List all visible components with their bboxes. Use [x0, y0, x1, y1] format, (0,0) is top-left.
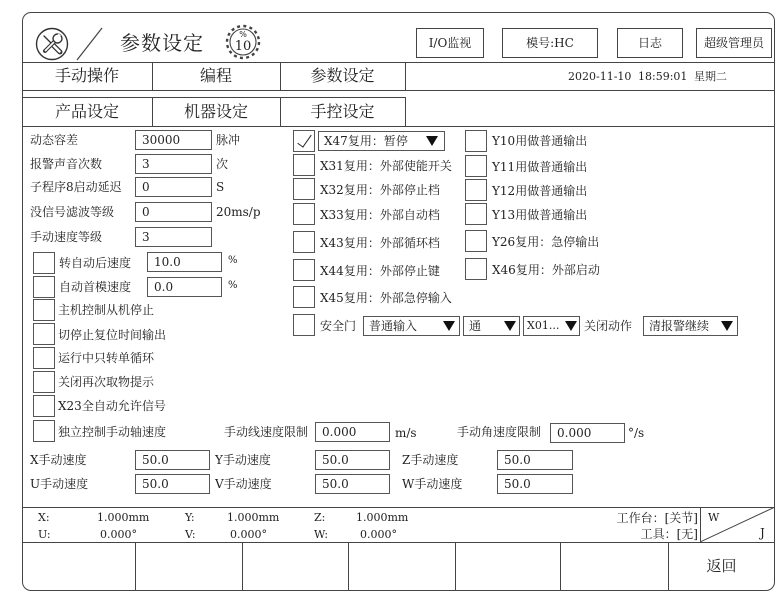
workbench-status: 工作台：[关节]: [616, 511, 698, 525]
param-label: 动态容差: [30, 133, 79, 147]
tab-machine-settings[interactable]: 机器设定: [183, 102, 248, 121]
softkey-2[interactable]: [135, 543, 242, 590]
softkey-6[interactable]: [560, 543, 668, 590]
tab-handheld-settings[interactable]: 手控设定: [310, 102, 375, 121]
option-checkbox[interactable]: [33, 420, 55, 442]
dropdown-arrow-icon: [443, 321, 455, 331]
safety-door-checkbox[interactable]: [293, 314, 315, 336]
close-action-label: 关闭动作: [584, 319, 633, 333]
x47-function-value: X47复用：暂停: [324, 134, 408, 148]
angular-speed-limit-input[interactable]: 0.000: [550, 423, 625, 443]
title-tab-outline: [70, 24, 110, 64]
close-action-dropdown[interactable]: [643, 316, 738, 336]
multiplex-label: X45复用：外部急停输入: [320, 291, 452, 305]
tab-programming[interactable]: 编程: [199, 66, 232, 85]
coord-axis: U:: [38, 528, 51, 541]
alarm-count-input[interactable]: 3: [135, 154, 212, 174]
multiplex-label: X43复用：外部循环档: [320, 236, 440, 250]
multiplex-label: X32复用：外部停止档: [320, 183, 440, 197]
auto-speed-label: 转自动后速度: [59, 256, 132, 270]
tab-product-settings[interactable]: 产品设定: [54, 102, 119, 121]
option-label: 独立控制手动轴速度: [58, 425, 167, 439]
page-title: 参数设定: [120, 31, 204, 55]
first-mold-speed-checkbox[interactable]: [33, 276, 55, 298]
option-label: 切停止复位时间输出: [58, 328, 167, 342]
output-label: Y12用做普通输出: [492, 184, 588, 198]
first-mold-speed-unit: %: [228, 280, 238, 291]
tool-status: 工具：[无]: [640, 527, 698, 541]
multiplex-label: X44复用：外部停止键: [320, 264, 440, 278]
close-action-value: 清报警继续: [649, 319, 710, 333]
tab-divider: [405, 62, 406, 90]
softkey-3[interactable]: [242, 543, 348, 590]
option-checkbox[interactable]: [33, 347, 55, 369]
coord-mode-world: W: [708, 511, 720, 524]
multiplex-label: X33复用：外部自动档: [320, 208, 440, 222]
output-label: Y26复用：急停输出: [492, 235, 600, 249]
axis-speed-label: V手动速度: [215, 477, 272, 491]
axis-speed-label: W手动速度: [402, 477, 463, 491]
option-checkbox[interactable]: [33, 371, 55, 393]
date-text: 2020-11-10: [568, 70, 632, 83]
dropdown-arrow-icon: [426, 136, 438, 146]
auto-speed-input[interactable]: 10.0: [147, 252, 222, 272]
multiplex-label: X31复用：外部使能开关: [320, 159, 452, 173]
angular-speed-limit-unit: °/s: [628, 426, 645, 440]
param-label: 手动速度等级: [30, 230, 103, 244]
x47-function-dropdown[interactable]: [318, 131, 445, 151]
tab-manual-operation[interactable]: 手动操作: [54, 66, 119, 85]
multiplex-checkbox[interactable]: [293, 203, 315, 225]
linear-speed-limit-label: 手动线速度限制: [224, 425, 309, 439]
coord-value: 0.000°: [100, 528, 137, 541]
first-mold-speed-label: 自动首模速度: [59, 280, 132, 294]
tab-parameter-settings[interactable]: 参数设定: [310, 66, 375, 85]
x-speed-input[interactable]: 50.0: [135, 450, 210, 470]
subroutine-delay-input[interactable]: 0: [135, 177, 212, 197]
multiplex-checkbox[interactable]: [293, 231, 315, 253]
option-label: X23全自动允许信号: [58, 399, 166, 413]
badge-symbol: %: [239, 30, 247, 39]
coord-axis: Y:: [185, 511, 195, 524]
option-label: 关闭再次取物提示: [58, 375, 155, 389]
status-top-line: [22, 507, 775, 508]
coord-mode-toggle[interactable]: [700, 507, 775, 542]
softkey-4[interactable]: [348, 543, 455, 590]
output-checkbox[interactable]: [465, 179, 487, 201]
coord-axis: Z:: [314, 511, 326, 524]
tab-divider: [405, 97, 406, 126]
multiplex-checkbox[interactable]: [293, 259, 315, 281]
multiplex-checkbox[interactable]: [293, 178, 315, 200]
output-checkbox[interactable]: [465, 130, 487, 152]
safety-door-input-type-value: 普通输入: [369, 319, 418, 333]
log-button[interactable]: 日志: [617, 28, 683, 58]
mold-number-button[interactable]: 模号:HC: [502, 28, 598, 58]
x47-checkbox[interactable]: [293, 130, 315, 152]
safety-door-port-dropdown[interactable]: [523, 316, 580, 336]
coord-axis: W:: [314, 528, 329, 541]
u-speed-input[interactable]: 50.0: [135, 474, 210, 494]
linear-speed-limit-unit: m/s: [395, 426, 417, 440]
first-mold-speed-input[interactable]: 0.0: [147, 277, 222, 297]
manual-speed-level-input[interactable]: 3: [135, 227, 212, 247]
param-label: 子程序8启动延迟: [30, 180, 122, 194]
safety-door-label: 安全门: [320, 319, 357, 333]
counter-badge[interactable]: [218, 23, 268, 61]
content-top-line: [22, 126, 775, 127]
axis-speed-label: U手动速度: [30, 477, 89, 491]
coord-axis: X:: [38, 511, 50, 524]
back-button[interactable]: 返回: [706, 557, 737, 575]
option-label: 主机控制从机停止: [58, 303, 155, 317]
param-unit: 20ms/p: [216, 205, 261, 219]
output-checkbox[interactable]: [465, 258, 487, 280]
signal-filter-input[interactable]: 0: [135, 202, 212, 222]
w-speed-input[interactable]: 50.0: [497, 474, 573, 494]
v-speed-input[interactable]: 50.0: [315, 474, 390, 494]
output-label: Y13用做普通输出: [492, 208, 588, 222]
output-checkbox[interactable]: [465, 230, 487, 252]
option-label: 运行中只转单循环: [58, 351, 155, 365]
safety-door-input-type-dropdown[interactable]: [363, 316, 460, 336]
output-checkbox[interactable]: [465, 203, 487, 225]
tabs-divider: [22, 90, 775, 91]
safety-door-level-dropdown[interactable]: [463, 316, 520, 336]
param-label: 报警声音次数: [30, 157, 103, 171]
param-unit: 次: [216, 157, 229, 171]
dynamic-tolerance-input[interactable]: 30000: [135, 130, 212, 150]
coord-value: 1.000mm: [356, 511, 409, 524]
coord-mode-joint: J: [760, 526, 765, 540]
option-checkbox[interactable]: [33, 323, 55, 345]
coord-value: 1.000mm: [227, 511, 280, 524]
coord-axis: V:: [185, 528, 196, 541]
z-speed-input[interactable]: 50.0: [497, 450, 573, 470]
weekday-text: 星期二: [694, 70, 727, 83]
axis-speed-label: Y手动速度: [215, 453, 271, 467]
param-unit: S: [216, 180, 225, 194]
option-checkbox[interactable]: [33, 299, 55, 321]
y-speed-input[interactable]: 50.0: [315, 450, 390, 470]
io-monitor-button[interactable]: I/O监视: [416, 28, 484, 58]
param-label: 没信号滤波等级: [30, 205, 115, 219]
output-label: X46复用：外部启动: [492, 263, 600, 277]
time-text: 18:59:01: [638, 70, 688, 83]
coord-value: 1.000mm: [97, 511, 150, 524]
param-unit: 脉冲: [216, 133, 241, 147]
output-checkbox[interactable]: [465, 155, 487, 177]
dropdown-arrow-icon: [565, 321, 577, 331]
softkey-5[interactable]: [455, 543, 560, 590]
safety-door-port-value: X01...: [527, 319, 560, 332]
linear-speed-limit-input[interactable]: 0.000: [315, 422, 390, 442]
tools-icon: [35, 27, 69, 61]
multiplex-checkbox[interactable]: [293, 154, 315, 176]
angular-speed-limit-label: 手动角速度限制: [457, 425, 542, 439]
multiplex-checkbox[interactable]: [293, 286, 315, 308]
option-checkbox[interactable]: [33, 395, 55, 417]
dropdown-arrow-icon: [504, 321, 516, 331]
softkey-1[interactable]: [22, 543, 135, 590]
user-level-button[interactable]: 超级管理员: [696, 28, 772, 58]
coord-value: 0.000°: [360, 528, 397, 541]
tools-button[interactable]: [35, 27, 69, 61]
badge-value: 10: [234, 39, 252, 54]
axis-speed-label: Z手动速度: [402, 453, 459, 467]
auto-speed-unit: %: [228, 255, 238, 266]
axis-speed-label: X手动速度: [30, 453, 87, 467]
output-label: Y10用做普通输出: [492, 134, 588, 148]
output-label: Y11用做普通输出: [492, 160, 588, 174]
dropdown-arrow-icon: [721, 321, 733, 331]
safety-door-level-value: 通: [469, 319, 482, 333]
auto-speed-checkbox[interactable]: [33, 252, 55, 274]
coord-value: 0.000°: [230, 528, 267, 541]
